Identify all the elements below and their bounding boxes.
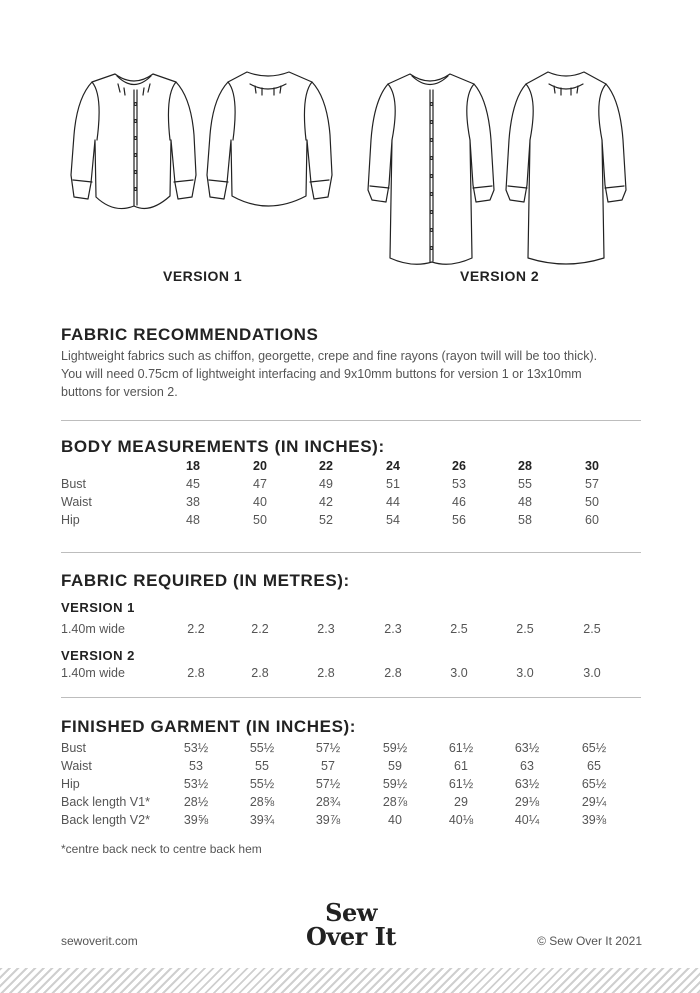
table-cell: 2.8 — [251, 666, 269, 680]
row-label: Waist — [61, 759, 92, 773]
website-link[interactable]: sewoverit.com — [61, 934, 138, 948]
version2-label: VERSION 2 — [460, 268, 540, 284]
table-cell: 45 — [186, 477, 200, 491]
table-cell: 28⅞ — [382, 795, 408, 809]
finished-garment-title: FINISHED GARMENT (IN INCHES): — [61, 717, 357, 736]
table-cell: 55½ — [249, 777, 275, 791]
table-row — [0, 759, 700, 777]
garment-illustrations — [0, 0, 700, 300]
version1-front-illustration — [71, 74, 196, 209]
table-cell: 44 — [386, 495, 400, 509]
table-row — [0, 795, 700, 813]
table-cell: 51 — [386, 477, 400, 491]
table-row — [0, 777, 700, 795]
row-label: 1.40m wide — [61, 622, 125, 636]
table-cell: 50 — [585, 495, 599, 509]
table-cell: 58 — [518, 513, 532, 527]
table-cell: 56 — [452, 513, 466, 527]
table-cell: 39¾ — [249, 813, 275, 827]
table-cell: 40⅛ — [448, 813, 474, 827]
footnote: *centre back neck to centre back hem — [61, 842, 262, 856]
table-cell: 2.3 — [317, 622, 335, 636]
row-label: Hip — [61, 513, 80, 527]
table-cell: 38 — [186, 495, 200, 509]
table-cell: 48 — [186, 513, 200, 527]
table-cell: 65½ — [581, 777, 607, 791]
divider — [61, 697, 641, 698]
size-header: 28 — [518, 459, 532, 473]
table-cell: 57 — [585, 477, 599, 491]
table-cell: 39⅞ — [315, 813, 341, 827]
fabric-recommendations-line3: buttons for version 2. — [61, 385, 178, 399]
table-cell: 40 — [253, 495, 267, 509]
table-cell: 63½ — [514, 741, 540, 755]
row-label: Back length V1* — [61, 795, 150, 809]
footer-hatch-band — [0, 968, 700, 993]
table-cell: 63½ — [514, 777, 540, 791]
fabric-required-version2-title: VERSION 2 — [61, 648, 135, 663]
table-cell: 61½ — [448, 777, 474, 791]
table-cell: 55 — [255, 759, 269, 773]
table-cell: 47 — [253, 477, 267, 491]
fabric-recommendations-line2: You will need 0.75cm of lightweight interfacing and 9x10mm buttons for version 1 or 13x10mm — [61, 367, 582, 381]
table-cell: 40¼ — [514, 813, 540, 827]
table-cell: 2.2 — [187, 622, 205, 636]
fabric-recommendations-line1: Lightweight fabrics such as chiffon, georgette, crepe and fine rayons (rayon twill will be too thick). — [61, 349, 598, 363]
version1-back-illustration — [207, 72, 332, 206]
table-cell: 53½ — [183, 741, 209, 755]
table-cell: 2.8 — [187, 666, 205, 680]
divider — [61, 420, 641, 421]
table-cell: 52 — [319, 513, 333, 527]
table-row — [0, 513, 700, 531]
table-cell: 55½ — [249, 741, 275, 755]
table-cell: 59 — [388, 759, 402, 773]
row-label: Bust — [61, 741, 87, 755]
row-label: Back length V2* — [61, 813, 150, 827]
table-cell: 65½ — [581, 741, 607, 755]
table-cell: 28½ — [183, 795, 209, 809]
size-header: 18 — [186, 459, 200, 473]
table-cell: 53½ — [183, 777, 209, 791]
table-cell: 39⅜ — [581, 813, 607, 827]
fabric-required-title: FABRIC REQUIRED (IN METRES): — [61, 571, 350, 590]
table-cell: 2.3 — [384, 622, 402, 636]
version2-back-illustration — [506, 72, 626, 264]
table-row — [0, 477, 700, 495]
table-cell: 3.0 — [516, 666, 534, 680]
table-cell: 3.0 — [450, 666, 468, 680]
table-cell: 3.0 — [583, 666, 601, 680]
table-cell: 46 — [452, 495, 466, 509]
fabric-recommendations-title: FABRIC RECOMMENDATIONS — [61, 325, 319, 344]
size-header: 20 — [253, 459, 267, 473]
row-label: 1.40m wide — [61, 666, 125, 680]
size-header: 24 — [386, 459, 400, 473]
table-cell: 61½ — [448, 741, 474, 755]
table-cell: 49 — [319, 477, 333, 491]
table-cell: 57½ — [315, 777, 341, 791]
table-cell: 59½ — [382, 777, 408, 791]
row-label: Hip — [61, 777, 80, 791]
table-cell: 29 — [454, 795, 468, 809]
table-cell: 65 — [587, 759, 601, 773]
table-cell: 63 — [520, 759, 534, 773]
copyright: © Sew Over It 2021 — [537, 934, 642, 948]
table-cell: 59½ — [382, 741, 408, 755]
table-cell: 2.8 — [317, 666, 335, 680]
fabric-required-version1-title: VERSION 1 — [61, 600, 135, 615]
table-cell: 48 — [518, 495, 532, 509]
table-row — [0, 813, 700, 831]
brand-logo — [296, 898, 406, 951]
size-header: 26 — [452, 459, 466, 473]
size-header: 30 — [585, 459, 599, 473]
table-cell: 42 — [319, 495, 333, 509]
body-measurements-title: BODY MEASUREMENTS (IN INCHES): — [61, 437, 385, 456]
table-cell: 57½ — [315, 741, 341, 755]
table-cell: 2.5 — [450, 622, 468, 636]
table-row — [0, 495, 700, 513]
version2-front-illustration — [368, 74, 494, 264]
version1-label: VERSION 1 — [163, 268, 243, 284]
table-row — [0, 622, 700, 640]
table-cell: 57 — [321, 759, 335, 773]
table-cell: 53 — [452, 477, 466, 491]
table-row — [0, 666, 700, 684]
divider — [61, 552, 641, 553]
table-cell: 29¼ — [581, 795, 607, 809]
table-cell: 54 — [386, 513, 400, 527]
table-cell: 28¾ — [315, 795, 341, 809]
table-cell: 2.8 — [384, 666, 402, 680]
table-cell: 53 — [189, 759, 203, 773]
table-cell: 39⅝ — [183, 813, 209, 827]
table-cell: 2.5 — [583, 622, 601, 636]
table-cell: 2.2 — [251, 622, 269, 636]
table-cell: 50 — [253, 513, 267, 527]
table-cell: 60 — [585, 513, 599, 527]
table-cell: 2.5 — [516, 622, 534, 636]
table-row — [0, 741, 700, 759]
size-header-row — [0, 459, 700, 477]
row-label: Bust — [61, 477, 87, 491]
row-label: Waist — [61, 495, 92, 509]
size-header: 22 — [319, 459, 333, 473]
table-cell: 40 — [388, 813, 402, 827]
table-cell: 28⅝ — [249, 795, 275, 809]
table-cell: 29⅛ — [514, 795, 540, 809]
logo-line1: Sew — [325, 898, 377, 927]
table-cell: 61 — [454, 759, 468, 773]
table-cell: 55 — [518, 477, 532, 491]
logo-line2: Over It — [306, 922, 396, 951]
